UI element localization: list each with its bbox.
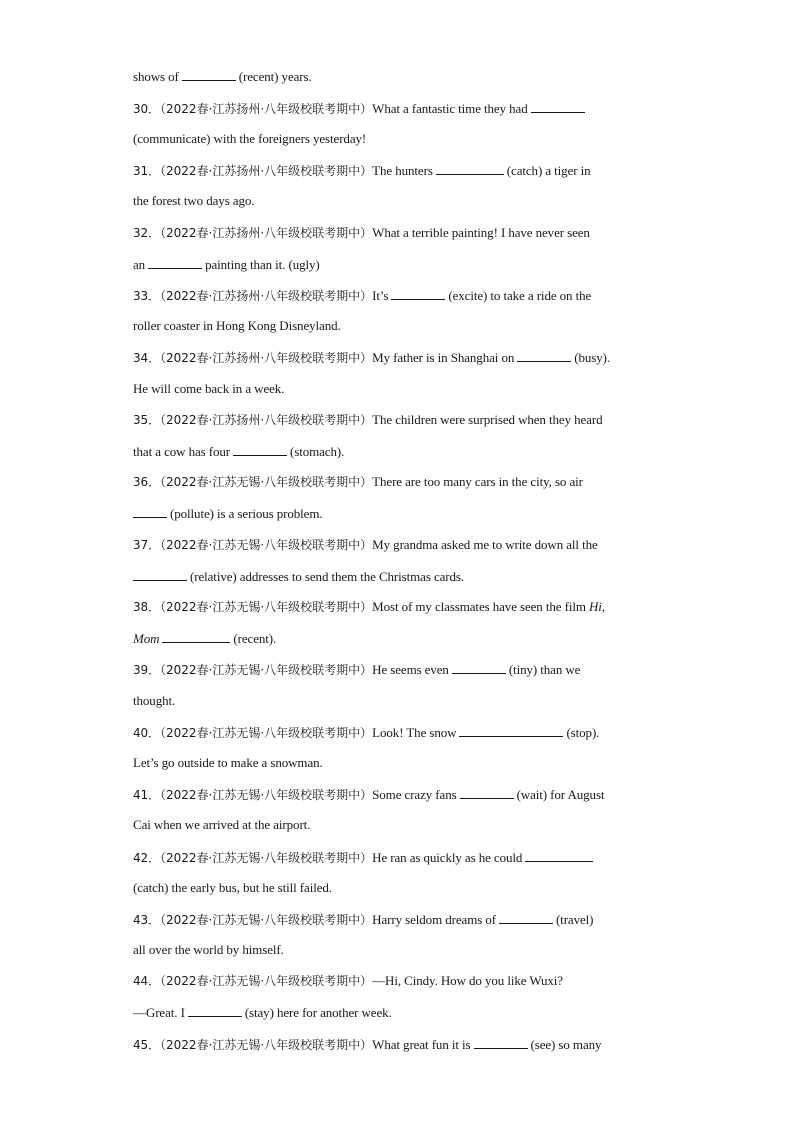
question-source: （2022春·江苏无锡·八年级校联考期中） — [159, 788, 373, 802]
question-text: roller coaster in Hong Kong Disneyland. — [133, 318, 341, 333]
question-39 — [133, 661, 580, 678]
question-31 — [133, 162, 591, 179]
answer-blank — [133, 505, 167, 518]
question-source: （2022春·江苏无锡·八年级校联考期中） — [159, 538, 373, 552]
question-number: 35． — [133, 413, 160, 427]
question-text: Look! The snow — [372, 725, 457, 740]
answer-blank — [391, 287, 445, 300]
text: shows of — [133, 69, 179, 84]
question-source: （2022春·江苏扬州·八年级校联考期中） — [159, 351, 373, 365]
question-38 — [133, 599, 605, 615]
answer-blank — [436, 162, 504, 175]
question-36-cont — [133, 505, 323, 522]
answer-blank — [233, 443, 287, 456]
question-text: (stomach). — [290, 444, 345, 459]
question-number: 39． — [133, 663, 160, 677]
question-number: 42． — [133, 851, 160, 865]
question-34 — [133, 349, 610, 366]
question-43 — [133, 911, 593, 928]
answer-blank — [452, 661, 506, 674]
question-text: The hunters — [372, 163, 433, 178]
question-text: (relative) addresses to send them the Christmas cards. — [190, 569, 465, 584]
question-30-cont — [133, 131, 366, 147]
question-text: What great fun it is — [372, 1037, 471, 1052]
answer-blank — [182, 68, 236, 81]
question-source: （2022春·江苏扬州·八年级校联考期中） — [159, 413, 373, 427]
answer-blank — [133, 568, 187, 581]
question-44 — [133, 973, 563, 989]
question-36 — [133, 474, 583, 490]
question-35-cont — [133, 443, 344, 460]
question-source: （2022春·江苏无锡·八年级校联考期中） — [159, 913, 373, 927]
question-text: that a cow has four — [133, 444, 231, 459]
question-34-cont — [133, 381, 284, 397]
question-text: (tiny) than we — [508, 662, 581, 677]
question-source: （2022春·江苏扬州·八年级校联考期中） — [159, 164, 373, 178]
question-39-cont — [133, 693, 175, 709]
question-text: Let’s go outside to make a snowman. — [133, 755, 323, 770]
question-text: (stay) here for another week. — [244, 1005, 392, 1020]
question-text: (catch) a tiger in — [506, 163, 591, 178]
question-30 — [133, 100, 588, 117]
question-31-cont — [133, 193, 254, 209]
question-text: It’s — [372, 288, 389, 303]
question-text: (wait) for August — [516, 787, 605, 802]
question-text: thought. — [133, 693, 176, 708]
question-text: There are too many cars in the city, so air — [372, 474, 583, 489]
question-text: My grandma asked me to write down all the — [372, 537, 598, 552]
answer-blank — [460, 786, 514, 799]
question-42-cont — [133, 880, 332, 896]
question-42 — [133, 849, 596, 866]
question-40 — [133, 724, 599, 741]
question-40-cont — [133, 755, 323, 771]
answer-blank — [517, 349, 571, 362]
question-text: Harry seldom dreams of — [372, 912, 496, 927]
question-source: （2022春·江苏扬州·八年级校联考期中） — [159, 102, 373, 116]
question-text: the forest two days ago. — [133, 193, 255, 208]
question-source: （2022春·江苏无锡·八年级校联考期中） — [159, 726, 373, 740]
question-source: （2022春·江苏无锡·八年级校联考期中） — [159, 1038, 373, 1052]
film-title: Hi, — [589, 599, 605, 614]
question-text: —Hi, Cindy. How do you like Wuxi? — [372, 973, 563, 988]
question-number: 33． — [133, 289, 160, 303]
question-number: 32． — [133, 226, 160, 240]
question-text: —Great. I — [133, 1005, 185, 1020]
question-text: painting than it. (ugly) — [205, 257, 320, 272]
answer-blank — [525, 849, 593, 862]
continuation-line — [133, 68, 312, 85]
question-text: My father is in Shanghai on — [372, 350, 515, 365]
answer-blank — [162, 630, 230, 643]
question-text: Cai when we arrived at the airport. — [133, 817, 311, 832]
question-text: The children were surprised when they heard — [372, 412, 603, 427]
question-text: (catch) the early bus, but he still failed. — [133, 880, 332, 895]
question-text: Most of my classmates have seen the film — [372, 599, 586, 614]
question-33-cont — [133, 318, 341, 334]
question-38-cont — [133, 630, 276, 647]
question-text: (stop). — [566, 725, 600, 740]
question-number: 41． — [133, 788, 160, 802]
answer-blank — [459, 724, 563, 737]
question-text: (travel) — [555, 912, 594, 927]
question-text: (pollute) is a serious problem. — [170, 506, 323, 521]
question-41-cont — [133, 817, 310, 833]
question-text: (see) so many — [530, 1037, 602, 1052]
answer-blank — [499, 911, 553, 924]
question-source: （2022春·江苏无锡·八年级校联考期中） — [159, 974, 373, 988]
question-number: 38． — [133, 600, 160, 614]
question-source: （2022春·江苏扬州·八年级校联考期中） — [159, 289, 373, 303]
question-text: all over the world by himself. — [133, 942, 284, 957]
question-37 — [133, 537, 598, 553]
question-number: 43． — [133, 913, 160, 927]
question-33 — [133, 287, 591, 304]
question-44-cont — [133, 1004, 392, 1021]
question-text: an — [133, 257, 146, 272]
question-text: (excite) to take a ride on the — [448, 288, 592, 303]
question-text: What a terrible painting! I have never seen — [372, 225, 590, 240]
answer-blank — [188, 1004, 242, 1017]
answer-blank — [531, 100, 585, 113]
question-45 — [133, 1036, 601, 1053]
question-number: 45． — [133, 1038, 160, 1052]
question-number: 31． — [133, 164, 160, 178]
question-source: （2022春·江苏无锡·八年级校联考期中） — [159, 475, 373, 489]
answer-blank — [474, 1036, 528, 1049]
question-source: （2022春·江苏无锡·八年级校联考期中） — [159, 851, 373, 865]
question-number: 44． — [133, 974, 160, 988]
question-text: He ran as quickly as he could — [372, 850, 523, 865]
question-41 — [133, 786, 604, 803]
question-text: (busy). — [574, 350, 611, 365]
question-43-cont — [133, 942, 284, 958]
answer-blank — [148, 256, 202, 269]
question-32 — [133, 225, 590, 241]
question-number: 34． — [133, 351, 160, 365]
question-text: What a fantastic time they had — [372, 101, 528, 116]
question-32-cont — [133, 256, 320, 273]
question-number: 37． — [133, 538, 160, 552]
question-37-cont — [133, 568, 464, 585]
question-number: 40． — [133, 726, 160, 740]
question-text: He seems even — [372, 662, 449, 677]
film-title: Mom — [133, 631, 160, 646]
question-text: He will come back in a week. — [133, 381, 285, 396]
question-text: (communicate) with the foreigners yesterday! — [133, 131, 367, 146]
question-source: （2022春·江苏无锡·八年级校联考期中） — [159, 600, 373, 614]
question-source: （2022春·江苏扬州·八年级校联考期中） — [159, 226, 373, 240]
question-source: （2022春·江苏无锡·八年级校联考期中） — [159, 663, 373, 677]
question-35 — [133, 412, 603, 428]
question-number: 36． — [133, 475, 160, 489]
text: (recent) years. — [238, 69, 312, 84]
question-text: (recent). — [233, 631, 277, 646]
question-number: 30． — [133, 102, 160, 116]
question-text: Some crazy fans — [372, 787, 457, 802]
